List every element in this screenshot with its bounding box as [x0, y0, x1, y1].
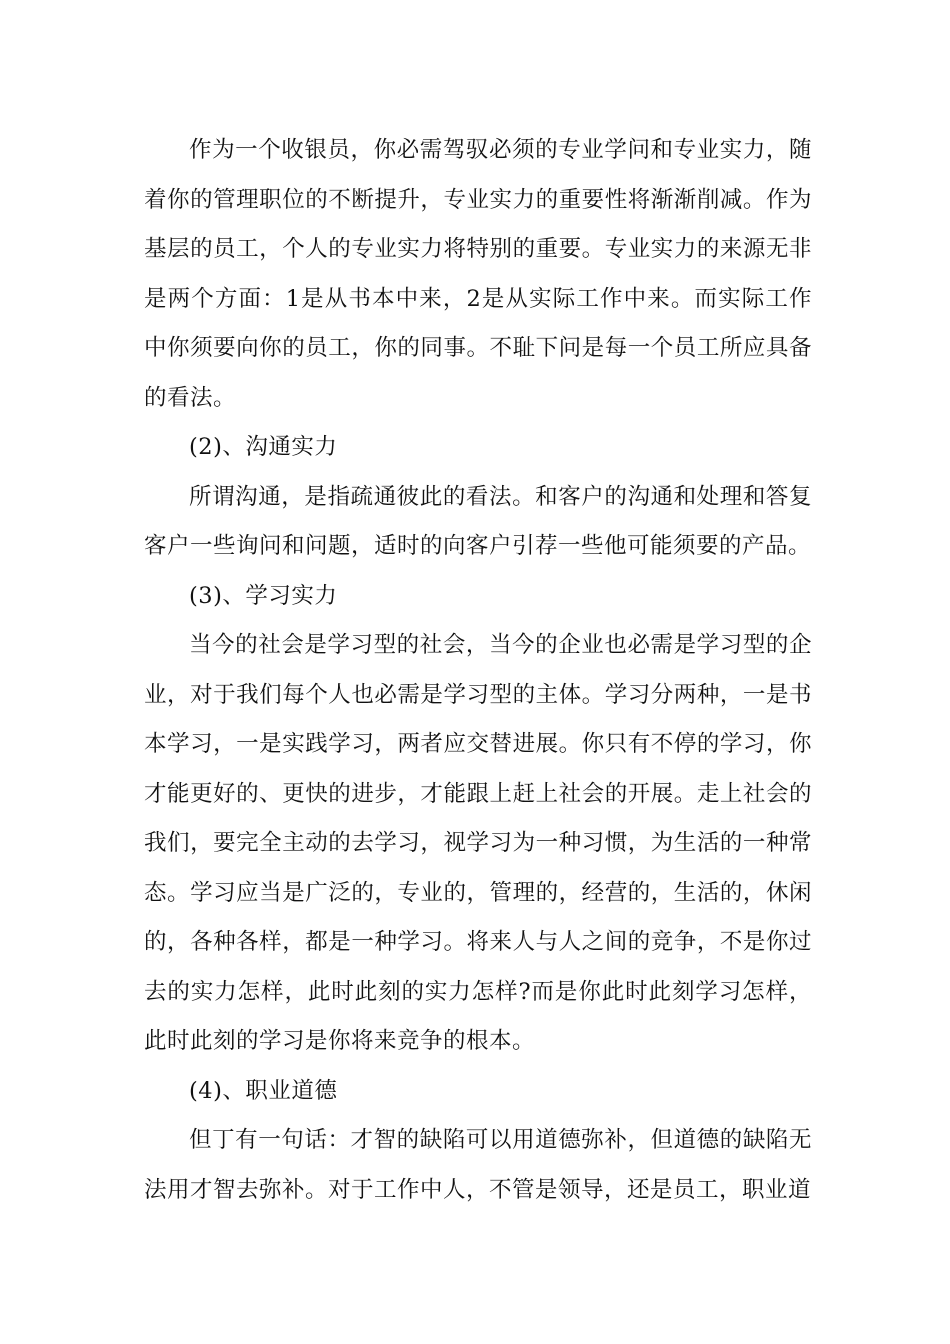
- paragraph-learning: 当今的社会是学习型的社会，当今的企业也必需是学习型的企业，对于我们每个人也必需是学习型的主体。学习分两种，一是书本学习，一是实践学习，两者应交替进展。你只有不停的学习，你才能更好的、更快的进步，才能跟上赶上社会的开展。走上社会的我们，要完全主动的去学习，视学习为一种习惯，为生活的一种常态。学习应当是广泛的，专业的，管理的，经营的，生活的，休闲的，各种各样，都是一种学习。将来人与人之间的竞争，不是你过去的实力怎样，此时此刻的实力怎样?而是你此时此刻学习怎样，此时此刻的学习是你将来竞争的根本。: [144, 632, 812, 1054]
- paragraph-communication: 所谓沟通，是指疏通彼此的看法。和客户的沟通和处理和答复客户一些询问和问题，适时的向客户引荐一些他可能须要的产品。: [144, 483, 812, 559]
- heading-ethics: (4)、职业道德: [189, 1077, 338, 1104]
- paragraph-professional-skills: 作为一个收银员，你必需驾驭必须的专业学问和专业实力，随着你的管理职位的不断提升，专业实力的重要性将渐渐削减。作为基层的员工，个人的专业实力将特别的重要。专业实力的来源无非是两个方面：1是从书本中来，2是从实际工作中来。而实际工作中你须要向你的员工，你的同事。不耻下问是每一个员工所应具备的看法。: [144, 137, 812, 411]
- heading-learning: (3)、学习实力: [189, 582, 338, 609]
- heading-communication: (2)、沟通实力: [189, 434, 338, 460]
- paragraph-ethics: 但丁有一句话：才智的缺陷可以用道德弥补，但道德的缺陷无法用才智去弥补。对于工作中人，不管是领导，还是员工，职业道: [144, 1127, 812, 1203]
